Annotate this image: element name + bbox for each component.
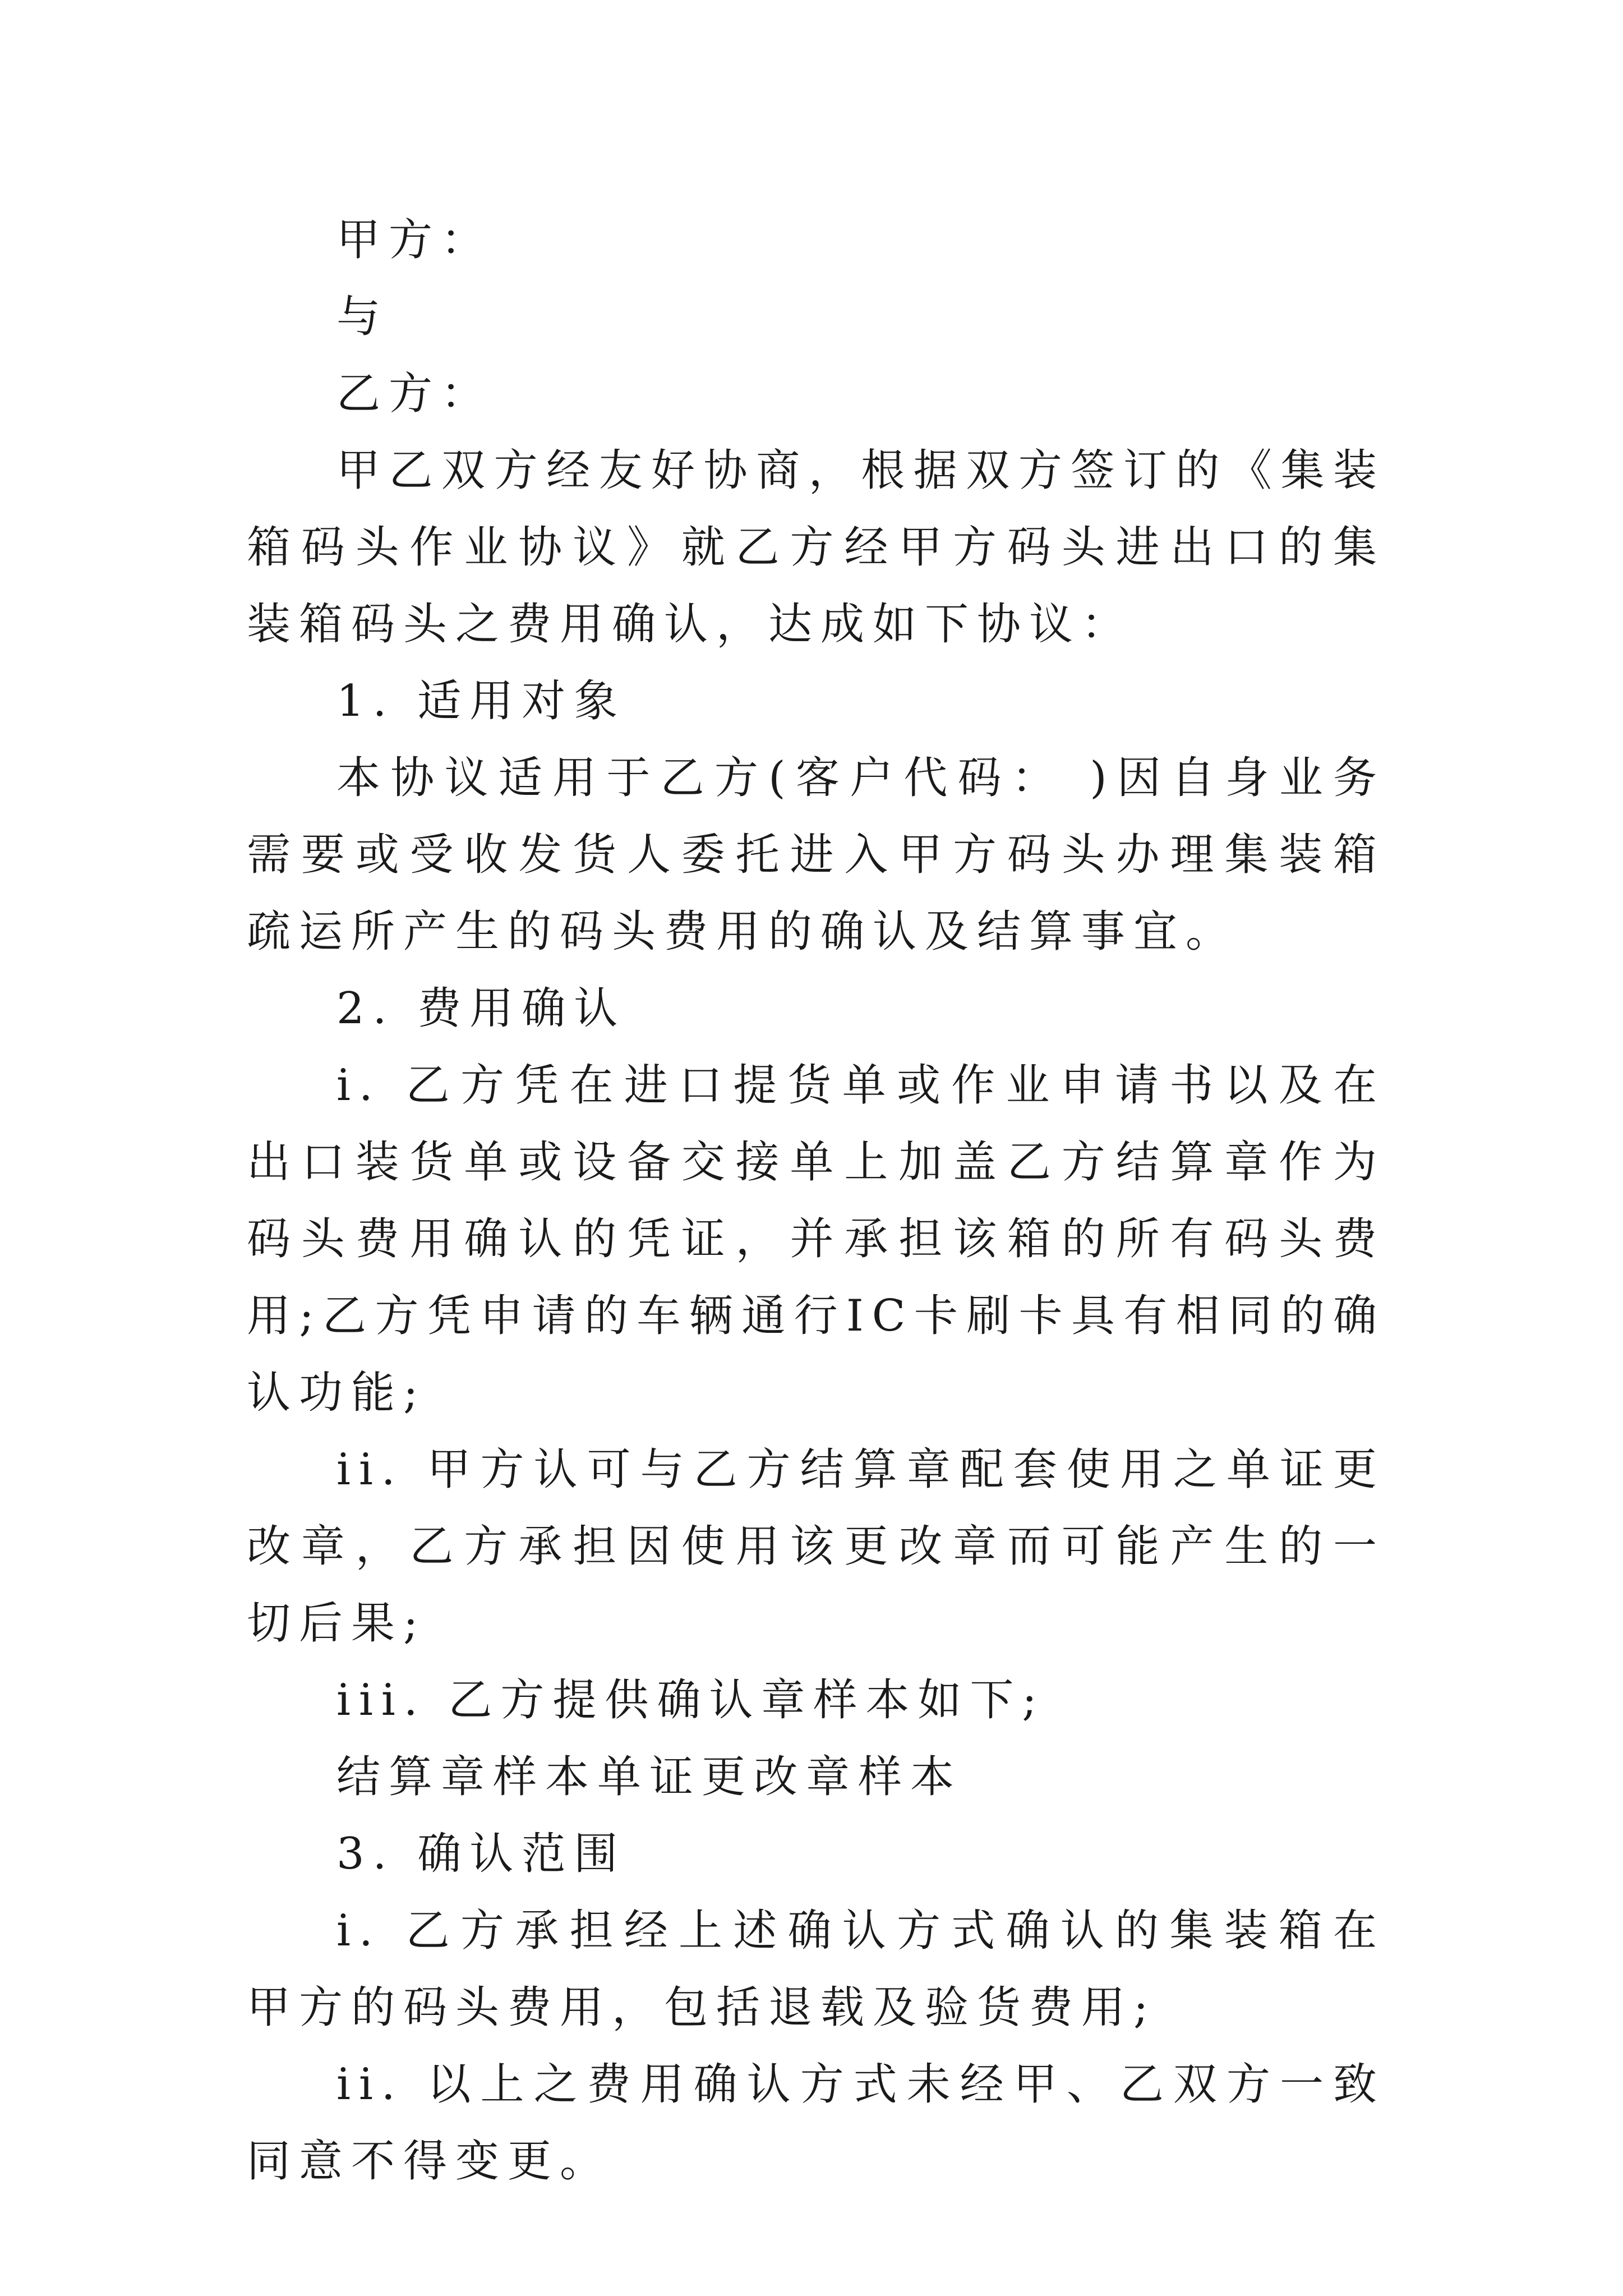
- intro-paragraph: 甲乙双方经友好协商，根据双方签订的《集装箱码头作业协议》就乙方经甲方码头进出口的集装箱码头之费用确认，达成如下协议：: [247, 445, 1385, 650]
- conjunction: 与: [336, 292, 389, 342]
- party-a-label: 甲方：: [336, 215, 494, 265]
- clause-2-i: i. 乙方凭在进口提货单或作业申请书以及在出口装货单或设备交接单上加盖乙方结算章作为码头费用确认的凭证，并承担该箱的所有码头费用;乙方凭申请的车辆通行IC卡刷卡具有相同的确认功能;: [247, 1060, 1385, 1418]
- section-heading-3: 3. 确认范围: [336, 1829, 626, 1879]
- section-body-1: 本协议适用于乙方(客户代码： )因自身业务需要或受收发货人委托进入甲方码头办理集装箱疏运所产生的码头费用的确认及结算事宜。: [247, 753, 1385, 957]
- clause-3-i: i. 乙方承担经上述确认方式确认的集装箱在甲方的码头费用，包括退载及验货费用;: [247, 1906, 1385, 2033]
- document-body: [247, 202, 1385, 2200]
- section-heading-2: 2. 费用确认: [336, 983, 626, 1034]
- section-heading-1: 1. 适用对象: [336, 676, 626, 726]
- party-b-label: 乙方：: [336, 369, 494, 419]
- stamp-sample-line: 结算章样本单证更改章样本: [336, 1752, 963, 1802]
- clause-2-iii: iii. 乙方提供确认章样本如下;: [336, 1675, 1045, 1726]
- clause-3-ii: ii. 以上之费用确认方式未经甲、乙双方一致同意不得变更。: [247, 2059, 1385, 2187]
- clause-2-ii: ii. 甲方认可与乙方结算章配套使用之单证更改章，乙方承担因使用该更改章而可能产生的一切后果;: [247, 1444, 1385, 1649]
